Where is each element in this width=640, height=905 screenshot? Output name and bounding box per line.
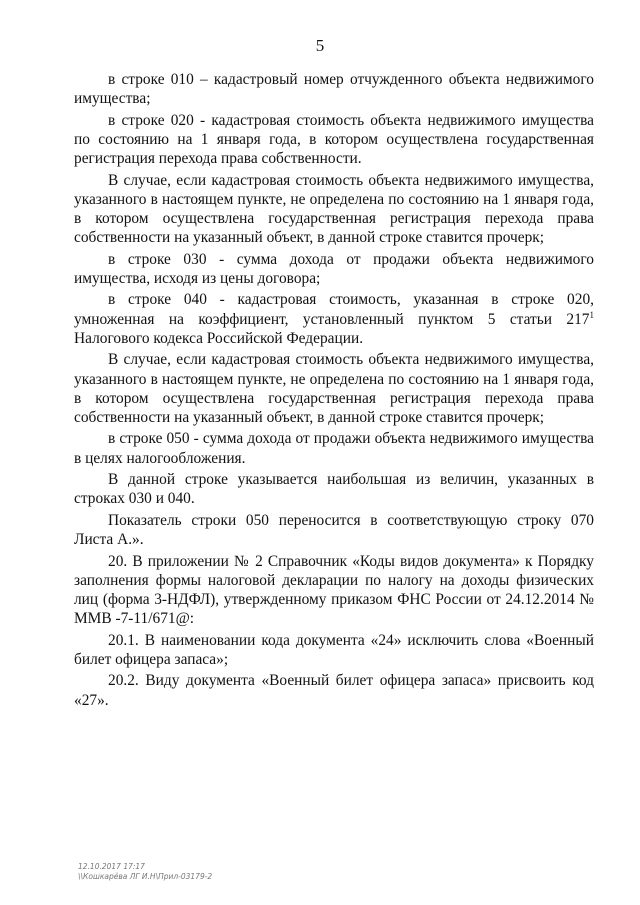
paragraph-line-050-note: В данной строке указывается наибольшая из величин, указанных в строках 030 и 040. (74, 471, 594, 508)
paragraph-line-040-tail: Налогового кодекса Российской Федерации. (74, 329, 364, 347)
paragraph-line-010: в строке 010 – кадастровый номер отчужденного объекта недвижимого имущества; (74, 71, 594, 108)
paragraph-line-040-note: В случае, если кадастровая стоимость объекта недвижимого имущества, указанного в настоящем пункте, не определена по состоянию на 1 января года, в котором осуществлена государственная регистрация перехода права собственности на указанный объект, в данной строке ставится прочерк; (74, 351, 594, 426)
document-body (74, 70, 594, 712)
document-footer (78, 862, 212, 882)
paragraph-line-040 (74, 290, 594, 348)
page-number: 5 (315, 36, 325, 55)
paragraph-item-20: 20. В приложении № 2 Справочник «Коды видов документа» к Порядку заполнения формы налоговой декларации по налогу на доходы физических лиц (форма 3-НДФЛ), утвержденному приказом ФНС России от 24.12.2014 № ММВ -7-11/671@: (74, 552, 594, 628)
footer-file-reference: \\Кошкарёва ЛГ И.Н\Прил-03179-2 (78, 872, 213, 881)
paragraph-line-040-text: в строке 040 - кадастровая стоимость, указанная в строке 020, умноженная на коэффициент, установленный пунктом 5 статьи 217 (74, 291, 594, 328)
paragraph-item-20-2: 20.2. Виду документа «Военный билет офицера запаса» присвоить код «27». (74, 672, 594, 709)
paragraph-line-020-note: В случае, если кадастровая стоимость объекта недвижимого имущества, указанного в настоящем пункте, не определена по состоянию на 1 января года, в котором осуществлена государственная регистрация перехода права собственности на указанный объект, в данной строке ставится прочерк; (74, 171, 594, 247)
paragraph-line-050: в строке 050 - сумма дохода от продажи объекта недвижимого имущества в целях налогообложения. (74, 430, 594, 467)
paragraph-line-020: в строке 020 - кадастровая стоимость объекта недвижимого имущества по состоянию на 1 января года, в котором осуществлена государственная регистрация перехода права собственности. (74, 111, 594, 168)
footer-timestamp: 12.10.2017 17:17 (78, 862, 145, 871)
paragraph-line-030: в строке 030 - сумма дохода от продажи объекта недвижимого имущества, исходя из цены договора; (74, 250, 594, 287)
paragraph-item-20-1: 20.1. В наименовании кода документа «24» исключить слова «Военный билет офицера запаса»; (74, 631, 594, 668)
superscript-marker: 1 (589, 309, 594, 320)
paragraph-line-050-transfer: Показатель строки 050 переносится в соответствующую строку 070 Листа А.». (74, 511, 594, 549)
